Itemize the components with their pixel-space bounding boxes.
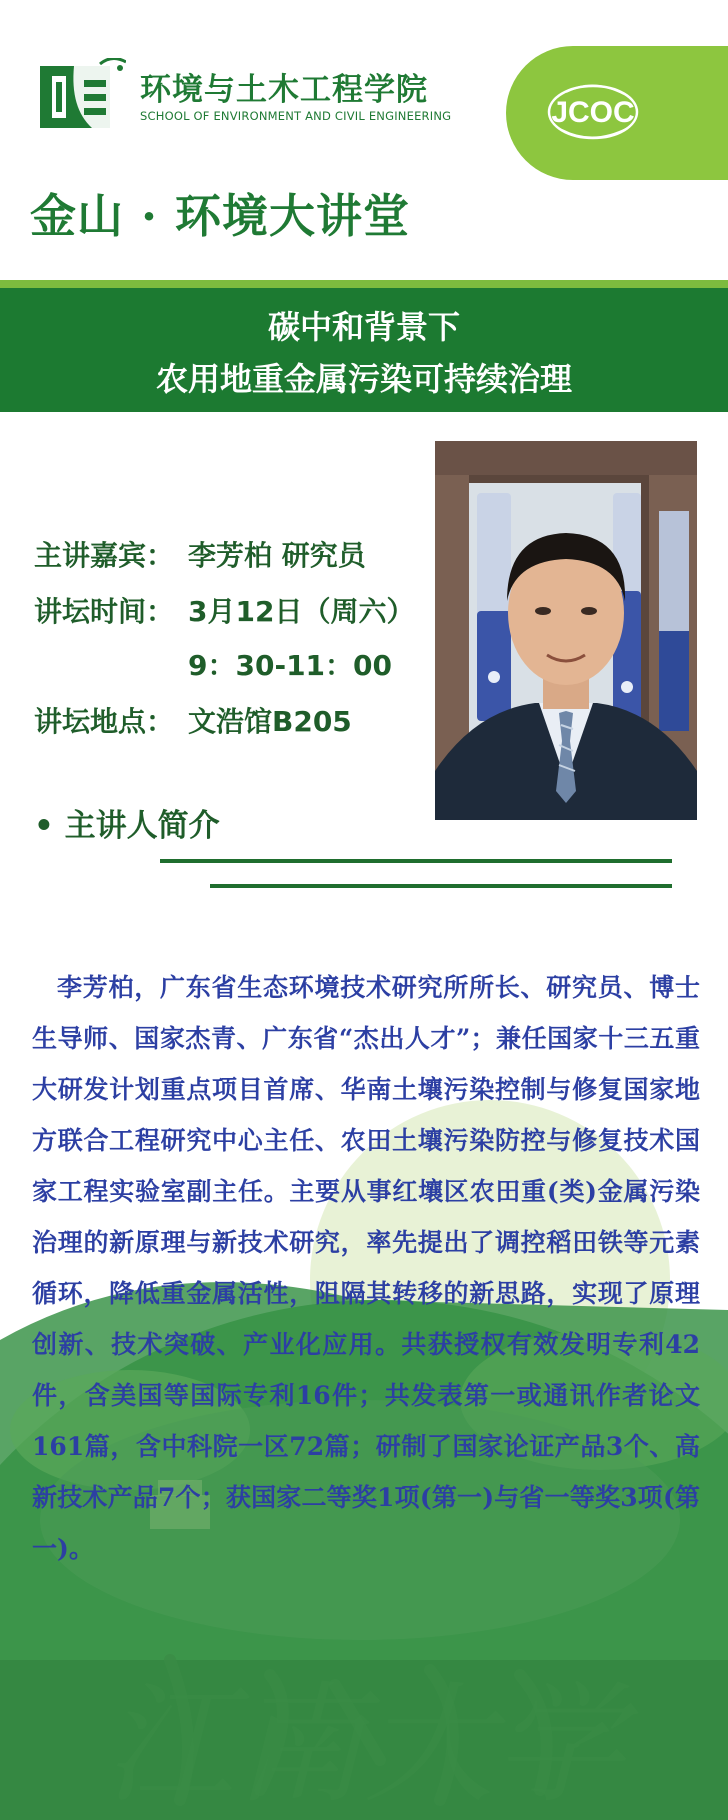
university-calligraphy: 江南大学 — [103, 1669, 625, 1820]
intro-heading: • 主讲人简介 — [34, 808, 220, 844]
school-name-en: SCHOOL OF ENVIRONMENT AND CIVIL ENGINEERING — [140, 109, 452, 123]
school-logo-icon — [40, 58, 126, 130]
jcoc-logo — [538, 72, 648, 152]
place-label: 讲坛地点： — [34, 705, 175, 738]
date-row — [34, 590, 414, 630]
jcoc-logo-text: JCOC — [551, 96, 635, 129]
time-value: 9：30-11：00 — [188, 649, 392, 682]
time-row — [188, 644, 392, 684]
divider-line-upper — [160, 859, 672, 863]
banner-accent-stripe — [0, 280, 728, 288]
speaker-value: 李芳柏 研究员 — [188, 539, 366, 572]
time-label: 讲坛时间： — [34, 595, 175, 628]
divider-line-lower — [210, 884, 672, 888]
speaker-bio: 李芳柏，广东省生态环境技术研究所所长、研究员、博士生导师、国家杰青、广东省“杰出人才”；兼任国家十三五重大研发计划重点项目首席、华南土壤污染控制与修复国家地方联合工程研究中心主任、农田土壤污染防控与修复技术国家工程实验室副主任。主要从事红壤区农田重(类)金属污染治理的新原理与新技术研究，率先提出了调控稻田铁等元素循环，降低重金属活性，阻隔其转移的新思路，实现了原理创新、技术突破、产业化应用。共获授权有效发明专利42件，含美国等国际专利16件；共发表第一或通讯作者论文161篇，含中科院一区72篇；研制了国家论证产品3个、高新技术产品7个；获国家二等奖1项(第一)与省一等奖3项(第一)。 — [32, 973, 700, 1563]
speaker-row — [34, 534, 366, 574]
speaker-label: 主讲嘉宾： — [34, 539, 175, 572]
series-title: 金山 · 环境大讲堂 — [30, 189, 411, 243]
date-value: 3月12日（周六） — [188, 595, 415, 628]
talk-title-line-2: 农用地重金属污染可持续治理 — [155, 360, 572, 398]
school-name-cn: 环境与土木工程学院 — [140, 72, 428, 108]
speaker-portrait — [435, 441, 697, 820]
place-value: 文浩馆B205 — [188, 705, 352, 738]
place-row — [34, 700, 352, 740]
talk-title-line-1: 碳中和背景下 — [267, 308, 460, 346]
